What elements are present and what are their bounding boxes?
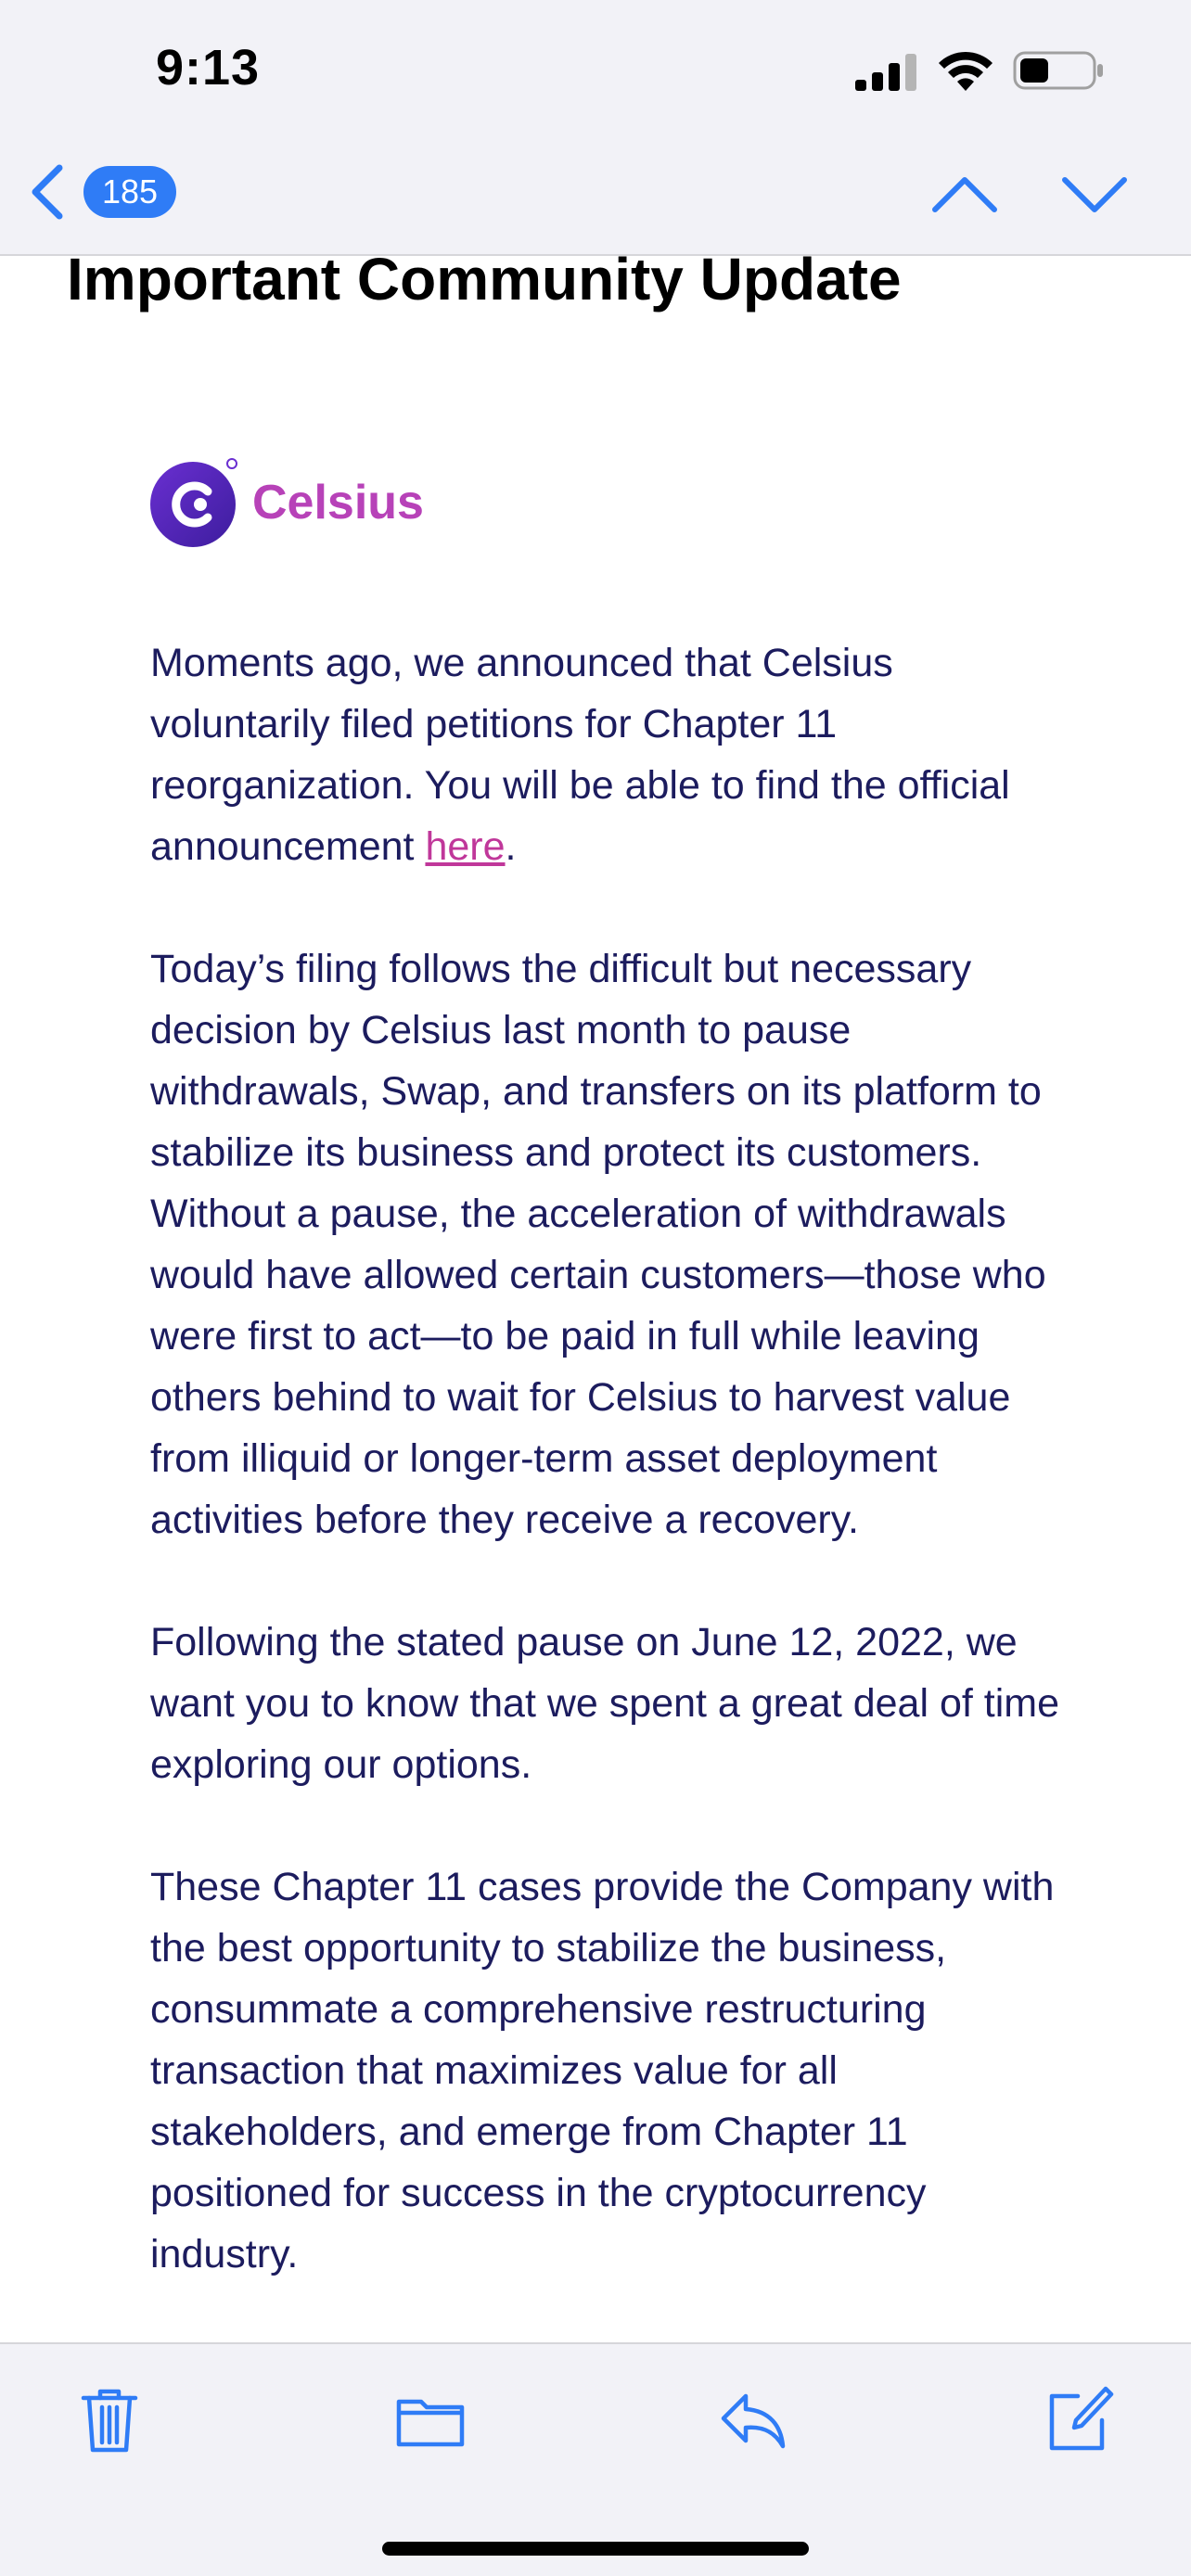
compose-icon[interactable] — [1041, 2383, 1115, 2457]
celsius-logo — [148, 456, 424, 549]
paragraph-3: Following the stated pause on June 12, 2022, we want you to know that we spent a great deal of time exploring our options. — [150, 1620, 1060, 1787]
bottom-toolbar — [0, 2342, 1191, 2576]
paragraph-2: Today’s filing follows the difficult but necessary decision by Celsius last month to pause withdrawals, Swap, and transfers on its platform to stabilize its business and protect its customers. Without a pause, the acceleration of withdrawals would have allowed certain customers—those who were first to act—to be paid in full while leaving others behind to wait for Celsius to harvest value from illiquid or longer-term asset deployment activities before they receive a recovery. — [150, 947, 1046, 1542]
paragraph-1-text: Moments ago, we announced that Celsius voluntarily filed petitions for Chapter 11 reorganization. You will be able to find the official announcement — [150, 641, 1010, 869]
unread-count-badge: 185 — [83, 166, 176, 218]
wifi-icon — [935, 48, 996, 93]
paragraph-4: These Chapter 11 cases provide the Company with the best opportunity to stabilize the business, consummate a comprehensive restructuring transaction that maximizes value for all stakeholders, and emerge from Chapter 11 positioned for success in the cryptocurrency industry. — [150, 1865, 1055, 2276]
announcement-link[interactable]: here — [425, 824, 506, 869]
chevron-left-icon — [28, 162, 69, 222]
celsius-logo-text: Celsius — [252, 476, 424, 529]
email-content[interactable] — [0, 256, 1191, 2342]
email-subject: Important Community Update — [67, 256, 902, 312]
back-button[interactable] — [28, 159, 176, 224]
cellular-signal-icon — [853, 54, 920, 91]
folder-icon[interactable] — [393, 2383, 467, 2457]
paragraph-1 — [150, 632, 1059, 877]
chevron-up-icon[interactable] — [928, 167, 1002, 223]
status-time: 9:13 — [156, 40, 261, 96]
paragraph-1-end: . — [505, 824, 517, 869]
chevron-down-icon[interactable] — [1057, 167, 1132, 223]
email-body — [150, 632, 1059, 2342]
nav-bar — [0, 139, 1191, 256]
battery-icon — [1013, 50, 1106, 91]
reply-icon[interactable] — [716, 2383, 790, 2457]
status-bar — [0, 0, 1191, 139]
home-indicator — [382, 2542, 809, 2556]
trash-icon[interactable] — [72, 2383, 147, 2457]
celsius-logo-icon — [148, 456, 241, 549]
